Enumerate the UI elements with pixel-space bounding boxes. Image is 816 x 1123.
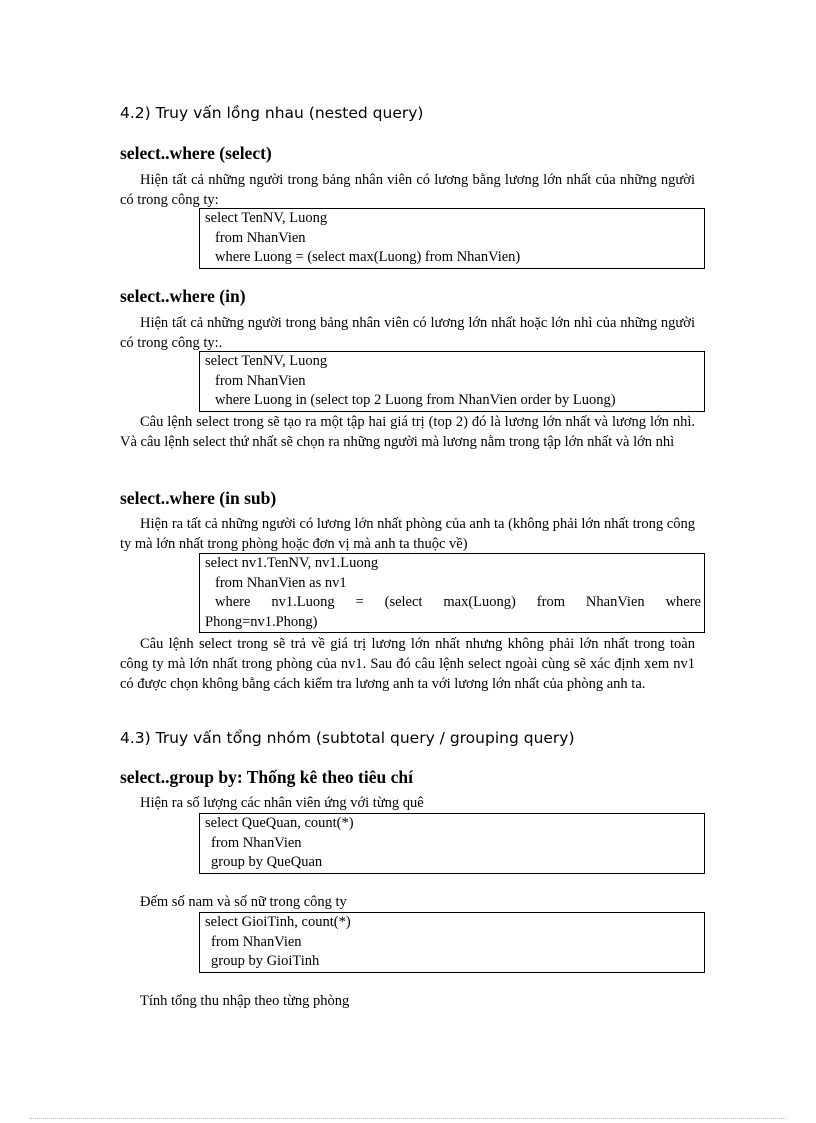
section-title-nested-query: 4.2) Truy vấn lồng nhau (nested query) — [120, 104, 424, 122]
section-title-grouping-query: 4.3) Truy vấn tổng nhóm (subtotal query / grouping query) — [120, 729, 575, 747]
example-description: Hiện ra số lượng các nhân viên ứng với từng quê — [140, 795, 424, 811]
code-block-group-by-gioitinh — [199, 912, 705, 973]
code-line: select QueQuan, count(*) — [205, 815, 354, 831]
description-where-select — [120, 170, 695, 210]
code-line: select TenNV, Luong — [205, 353, 328, 369]
description-text: Hiện tất cả những người trong bảng nhân viên có lương lớn nhất hoặc lớn nhì của những người có trong công ty:. — [120, 315, 695, 351]
code-block-where-select — [199, 208, 705, 269]
code-line: group by GioiTinh — [211, 953, 320, 969]
description-where-in-sub — [120, 514, 695, 554]
code-line: where Luong = (select max(Luong) from NhanVien) — [215, 249, 521, 265]
page-bottom-rule — [30, 1118, 786, 1119]
code-line: select TenNV, Luong — [205, 210, 328, 226]
code-block-where-in-sub — [199, 553, 705, 633]
description-text: Hiện tất cả những người trong bảng nhân viên có lương bằng lương lớn nhất của những người có trong công ty: — [120, 172, 695, 208]
code-line: where nv1.Luong = (select max(Luong) from NhanVien where — [215, 594, 701, 610]
description-where-in — [120, 313, 695, 353]
subheading-where-in: select..where (in) — [120, 286, 246, 306]
explanation-where-in — [120, 412, 695, 452]
explanation-where-in-sub — [120, 634, 695, 694]
code-line: Phong=nv1.Phong) — [205, 613, 318, 630]
code-line: select GioiTinh, count(*) — [205, 914, 351, 930]
explanation-text: Câu lệnh select trong sẽ tạo ra một tập hai giá trị (top 2) đó là lương lớn nhất và lương lớn nhì. Và câu lệnh select thứ nhất sẽ chọn ra những người mà lương nằm trong tập lớn nhất và lớn nhì — [120, 414, 695, 450]
subheading-group-by: select..group by: Thống kê theo tiêu chí — [120, 767, 413, 787]
code-block-group-by-quequan — [199, 813, 705, 874]
code-line: select nv1.TenNV, nv1.Luong — [205, 555, 379, 571]
code-block-where-in — [199, 351, 705, 412]
code-line: from NhanVien — [211, 933, 302, 950]
code-line: from NhanVien — [215, 372, 306, 389]
explanation-text: Câu lệnh select trong sẽ trả về giá trị lương lớn nhất nhưng không phải lớn nhất trong toàn công ty mà lớn nhất trong phòng của nv1. Sau đó câu lệnh select ngoài cùng sẽ xác định xem nv1 có được chọn không bằng cách kiểm tra lương anh ta với lương lớn nhất của phòng anh ta. — [120, 636, 695, 692]
code-line: from NhanVien — [211, 834, 302, 851]
subheading-where-in-sub: select..where (in sub) — [120, 488, 277, 508]
code-line: from NhanVien — [215, 229, 306, 246]
example-description: Đếm số nam và số nữ trong công ty — [140, 894, 347, 910]
example-description: Tính tổng thu nhập theo từng phòng — [140, 993, 350, 1009]
code-line: from NhanVien as nv1 — [215, 574, 347, 591]
code-line: where Luong in (select top 2 Luong from NhanVien order by Luong) — [215, 392, 616, 408]
code-line: group by QueQuan — [211, 854, 323, 870]
description-text: Hiện ra tất cả những người có lương lớn nhất phòng của anh ta (không phải lớn nhất trong công ty mà lớn nhất trong phòng hoặc đơn vị mà anh ta thuộc về) — [120, 516, 695, 552]
subheading-where-select: select..where (select) — [120, 143, 272, 163]
